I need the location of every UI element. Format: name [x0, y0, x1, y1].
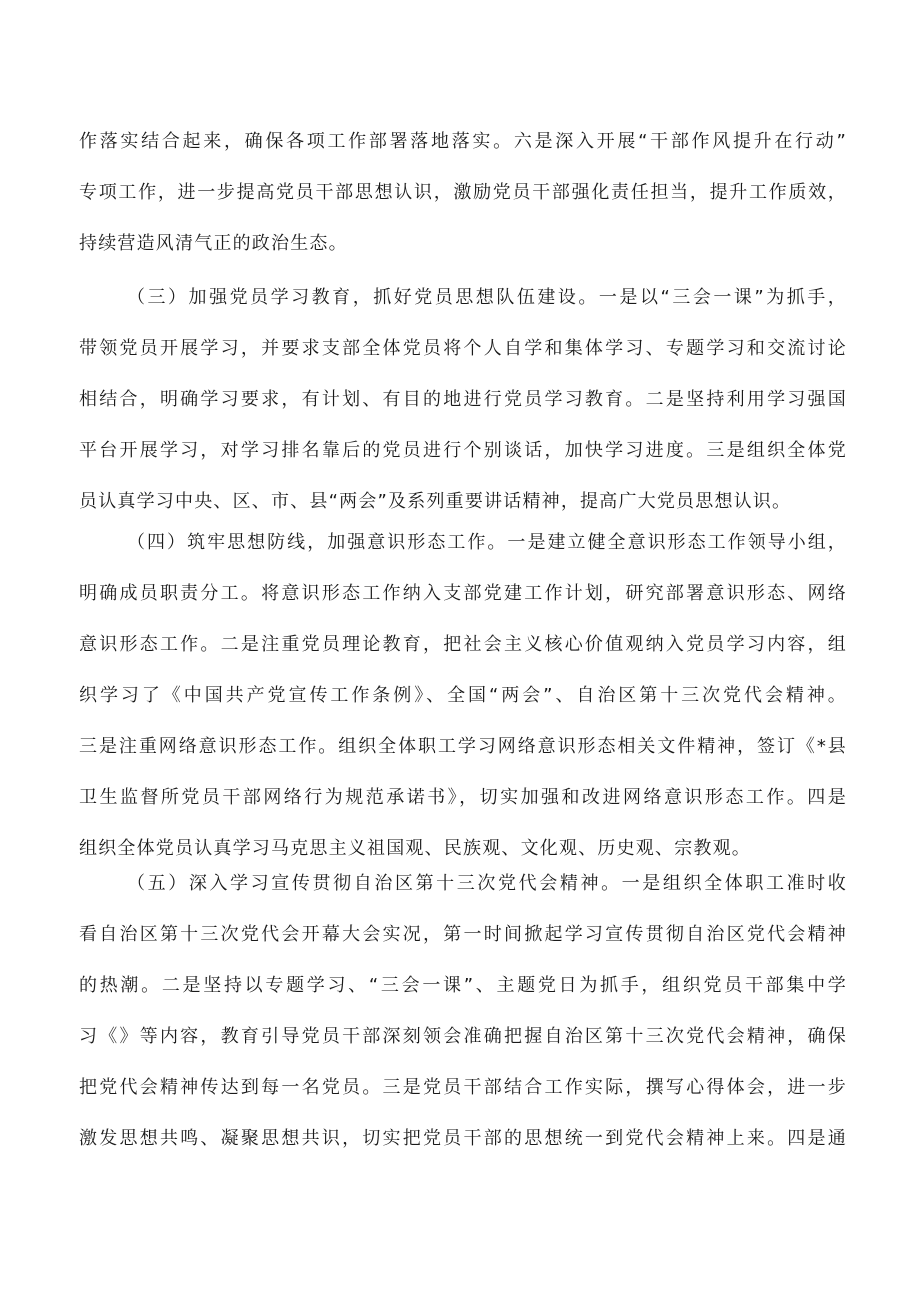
- paragraph-continuation: [79, 116, 847, 269]
- text-line: 三是注重网络意识形态工作。组织全体职工学习网络意识形态相关文件精神，签订《*县: [79, 736, 847, 757]
- text-line: 习《》等内容，教育引导党员干部深刻领会准确把握自治区第十三次党代会精神，确保: [79, 1026, 847, 1047]
- text-line: 组织全体党员认真学习马克思主义祖国观、民族观、文化观、历史观、宗教观。: [79, 838, 751, 859]
- text-line: 意识形态工作。二是注重党员理论教育，把社会主义核心价值观纳入党员学习内容，组: [79, 634, 847, 655]
- paragraph-section-5: [79, 858, 847, 1164]
- text-line: 明确成员职责分工。将意识形态工作纳入支部党建工作计划，研究部署意识形态、网络: [79, 583, 847, 604]
- text-line: 看自治区第十三次党代会开幕大会实况，第一时间掀起学习宣传贯彻自治区党代会精神: [79, 924, 847, 945]
- text-line: 平台开展学习，对学习排名靠后的党员进行个别谈话，加快学习进度。三是组织全体党: [79, 440, 847, 461]
- text-line: （四）筑牢思想防线，加强意识形态工作。一是建立健全意识形态工作领导小组，: [127, 532, 847, 553]
- paragraph-section-4: [79, 517, 847, 874]
- text-line: 带领党员开展学习，并要求支部全体党员将个人自学和集体学习、专题学习和交流讨论: [79, 338, 847, 359]
- text-line: 激发思想共鸣、凝聚思想共识，切实把党员干部的思想统一到党代会精神上来。四是通: [79, 1128, 847, 1149]
- text-line: 员认真学习中央、区、市、县“两会”及系列重要讲话精神，提高广大党员思想认识。: [79, 491, 792, 512]
- text-line: 织学习了《中国共产党宣传工作条例》、全国“两会”、自治区第十三次党代会精神。: [79, 685, 847, 706]
- paragraph-section-3: [79, 272, 847, 527]
- text-line: （五）深入学习宣传贯彻自治区第十三次党代会精神。一是组织全体职工准时收: [127, 873, 847, 894]
- text-line: 把党代会精神传达到每一名党员。三是党员干部结合工作实际，撰写心得体会，进一步: [79, 1077, 847, 1098]
- text-line: （三）加强党员学习教育，抓好党员思想队伍建设。一是以“三会一课”为抓手，: [127, 287, 847, 308]
- text-line: 卫生监督所党员干部网络行为规范承诺书》，切实加强和改进网络意识形态工作。四是: [79, 787, 847, 808]
- text-line: 相结合，明确学习要求，有计划、有目的地进行党员学习教育。二是坚持利用学习强国: [79, 389, 847, 410]
- text-line: 作落实结合起来，确保各项工作部署落地落实。六是深入开展“干部作风提升在行动”: [79, 131, 847, 152]
- text-line: 持续营造风清气正的政治生态。: [79, 233, 348, 254]
- text-line: 专项工作，进一步提高党员干部思想认识，激励党员干部强化责任担当，提升工作质效，: [79, 182, 847, 203]
- text-line: 的热潮。二是坚持以专题学习、“三会一课”、主题党日为抓手，组织党员干部集中学: [79, 975, 847, 996]
